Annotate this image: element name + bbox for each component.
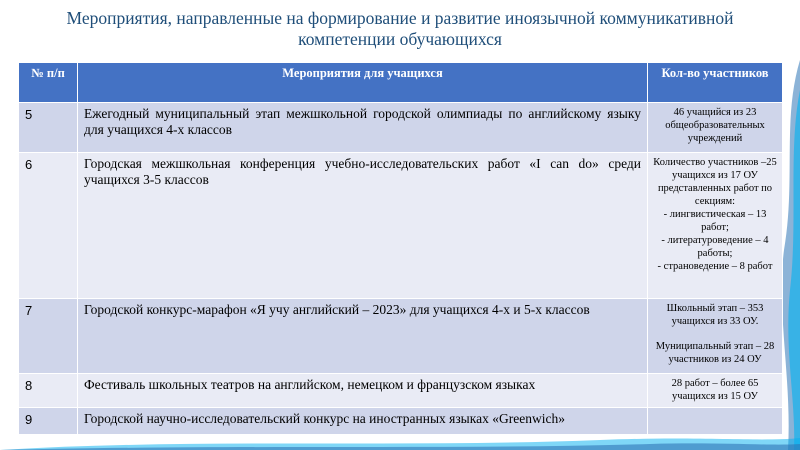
row-event: Городской научно-исследовательский конкурс на иностранных языках «Greenwich» [78,408,648,435]
decorative-waves-bottom [0,436,800,450]
count-line: - лингвистическая – 13 работ; [663,209,767,233]
row-count [648,153,783,299]
row-num: 7 [19,299,78,374]
table-row [19,153,783,299]
count-line: 28 работ – более 65 учащихся из 15 ОУ [671,378,759,402]
table-row [19,374,783,408]
row-num: 8 [19,374,78,408]
row-count [648,374,783,408]
count-line: Школьный этап – 353 учащихся из 33 ОУ. [666,303,764,327]
count-line: - страноведение – 8 работ [657,261,773,272]
count-line: 46 учащийся из 23 общеобразовательных учреждений [665,107,765,144]
row-event: Городская межшкольная конференция учебно-исследовательских работ «I can do» среди учащихся 3-5 классов [78,153,648,299]
row-event: Фестиваль школьных театров на английском, немецком и французском языках [78,374,648,408]
title-line-2: компетенции обучающихся [298,29,502,49]
slide-title [20,8,780,50]
table-header-row [19,63,783,103]
header-num: № п/п [19,63,78,103]
header-event: Мероприятия для учащихся [78,63,648,103]
events-table [18,62,783,435]
row-event: Городской конкурс-марафон «Я учу английский – 2023» для учащихся 4-х и 5-х классов [78,299,648,374]
count-line: - литературоведение – 4 работы; [661,235,769,259]
count-line: Муниципальный этап – 28 участников из 24 ОУ [655,341,775,365]
table-row [19,299,783,374]
row-count [648,103,783,153]
row-num: 6 [19,153,78,299]
title-line-1: Мероприятия, направленные на формирование и развитие иноязычной коммуникативной [66,8,734,28]
table-row [19,408,783,435]
row-count [648,408,783,435]
header-count: Кол-во участников [648,63,783,103]
table-row [19,103,783,153]
row-event: Ежегодный муниципальный этап межшкольной городской олимпиады по английскому языку для учащихся 4-х классов [78,103,648,153]
count-line: Количество участников –25 учащихся из 17 ОУ представленных работ по секциям: [653,157,777,207]
row-num: 5 [19,103,78,153]
row-num: 9 [19,408,78,435]
row-count [648,299,783,374]
